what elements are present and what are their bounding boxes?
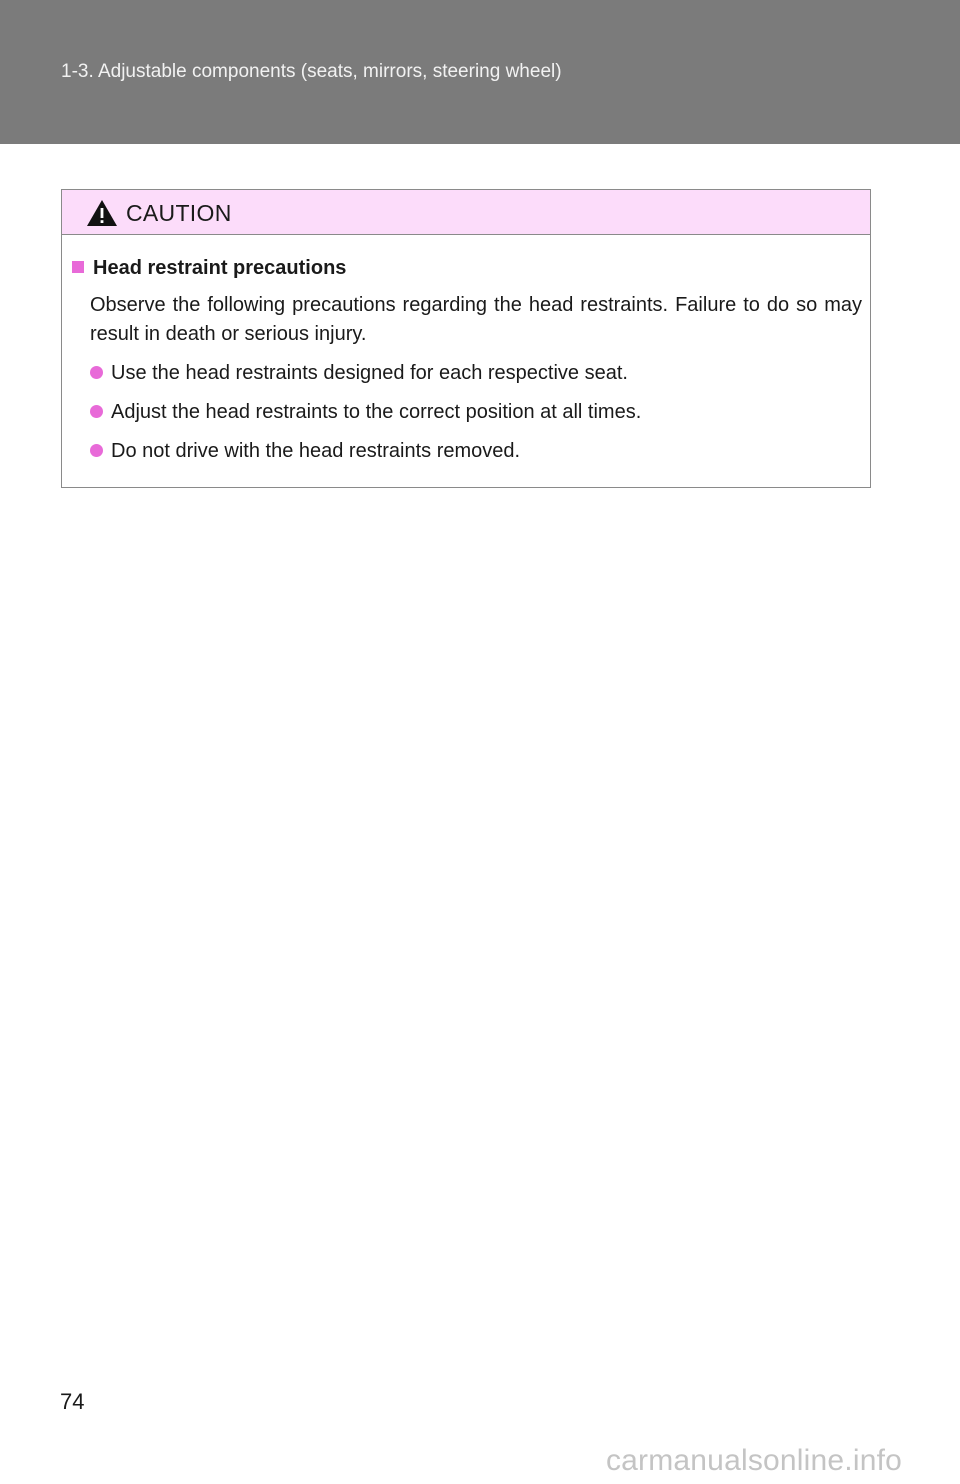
caution-heading-text: Head restraint precautions xyxy=(93,257,347,279)
square-bullet-icon xyxy=(72,261,84,273)
caution-item xyxy=(90,401,641,424)
round-bullet-icon xyxy=(90,444,103,457)
caution-paragraph: Observe the following precautions regarding the head restraints. Failure to do so may result in death or serious injury. xyxy=(90,294,862,345)
watermark: carmanualsonline.info xyxy=(605,1444,902,1477)
round-bullet-icon xyxy=(90,366,103,379)
caution-label: CAUTION xyxy=(126,200,232,226)
section-title: 1-3. Adjustable components (seats, mirrors, steering wheel) xyxy=(61,61,562,82)
caution-item-text: Adjust the head restraints to the correct position at all times. xyxy=(111,401,642,423)
caution-box xyxy=(61,189,871,488)
caution-item xyxy=(90,362,628,385)
page-number: 74 xyxy=(60,1389,85,1414)
round-bullet-icon xyxy=(90,405,103,418)
caution-item xyxy=(90,440,520,463)
caution-item-text: Do not drive with the head restraints removed. xyxy=(111,440,521,462)
caution-heading xyxy=(72,257,346,280)
caution-header xyxy=(62,190,870,235)
caution-item-text: Use the head restraints designed for each respective seat. xyxy=(111,362,628,384)
warning-triangle-icon xyxy=(86,199,118,227)
header-band xyxy=(0,0,960,144)
